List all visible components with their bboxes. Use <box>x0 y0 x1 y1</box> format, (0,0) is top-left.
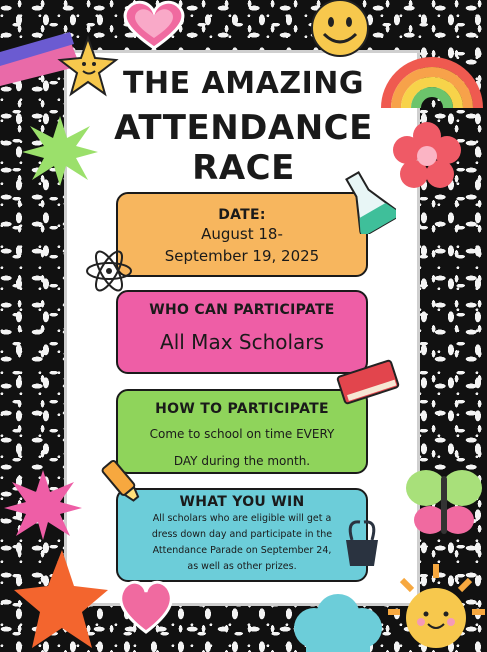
book-icon <box>332 354 404 410</box>
atom-icon <box>84 246 134 296</box>
burst-icon <box>22 116 98 186</box>
how-card <box>116 389 368 474</box>
win-line-3: Attendance Parade on September 24, <box>152 545 332 556</box>
win-line-1: All scholars who are eligible will get a <box>152 513 332 524</box>
date-line-1: August 18- <box>201 225 283 243</box>
win-line-2: dress down day and participate in the <box>151 529 333 540</box>
heart-icon <box>118 0 190 52</box>
who-card <box>116 290 368 374</box>
shooting-star-icon <box>0 28 120 110</box>
date-line-2: September 19, 2025 <box>164 247 320 265</box>
smiley-icon <box>304 0 376 60</box>
who-heading: WHO CAN PARTICIPATE <box>149 302 335 318</box>
flower-icon <box>392 122 462 190</box>
who-text: All Max Scholars <box>160 330 324 354</box>
win-heading: WHAT YOU WIN <box>179 494 305 510</box>
binder-clip-icon <box>338 516 386 570</box>
how-line-1: Come to school on time EVERY <box>149 427 335 441</box>
win-line-4: as well as other prizes. <box>187 561 297 572</box>
title-line-1: THE AMAZING <box>123 66 364 101</box>
win-card <box>116 488 368 582</box>
heart-icon <box>114 576 178 636</box>
sun-icon <box>386 562 487 652</box>
how-heading: HOW TO PARTICIPATE <box>155 401 329 417</box>
how-line-2: DAY during the month. <box>173 454 311 468</box>
butterfly-icon <box>402 466 487 542</box>
star-icon <box>0 546 110 652</box>
highlighter-icon <box>96 456 146 506</box>
rainbow-icon <box>378 36 487 112</box>
title-line-2: ATTENDANCE RACE <box>114 108 373 188</box>
flask-icon <box>338 168 396 234</box>
burst-icon <box>4 470 82 540</box>
date-card <box>116 192 368 277</box>
cloud-icon <box>286 592 386 652</box>
date-heading: DATE: <box>218 207 266 223</box>
